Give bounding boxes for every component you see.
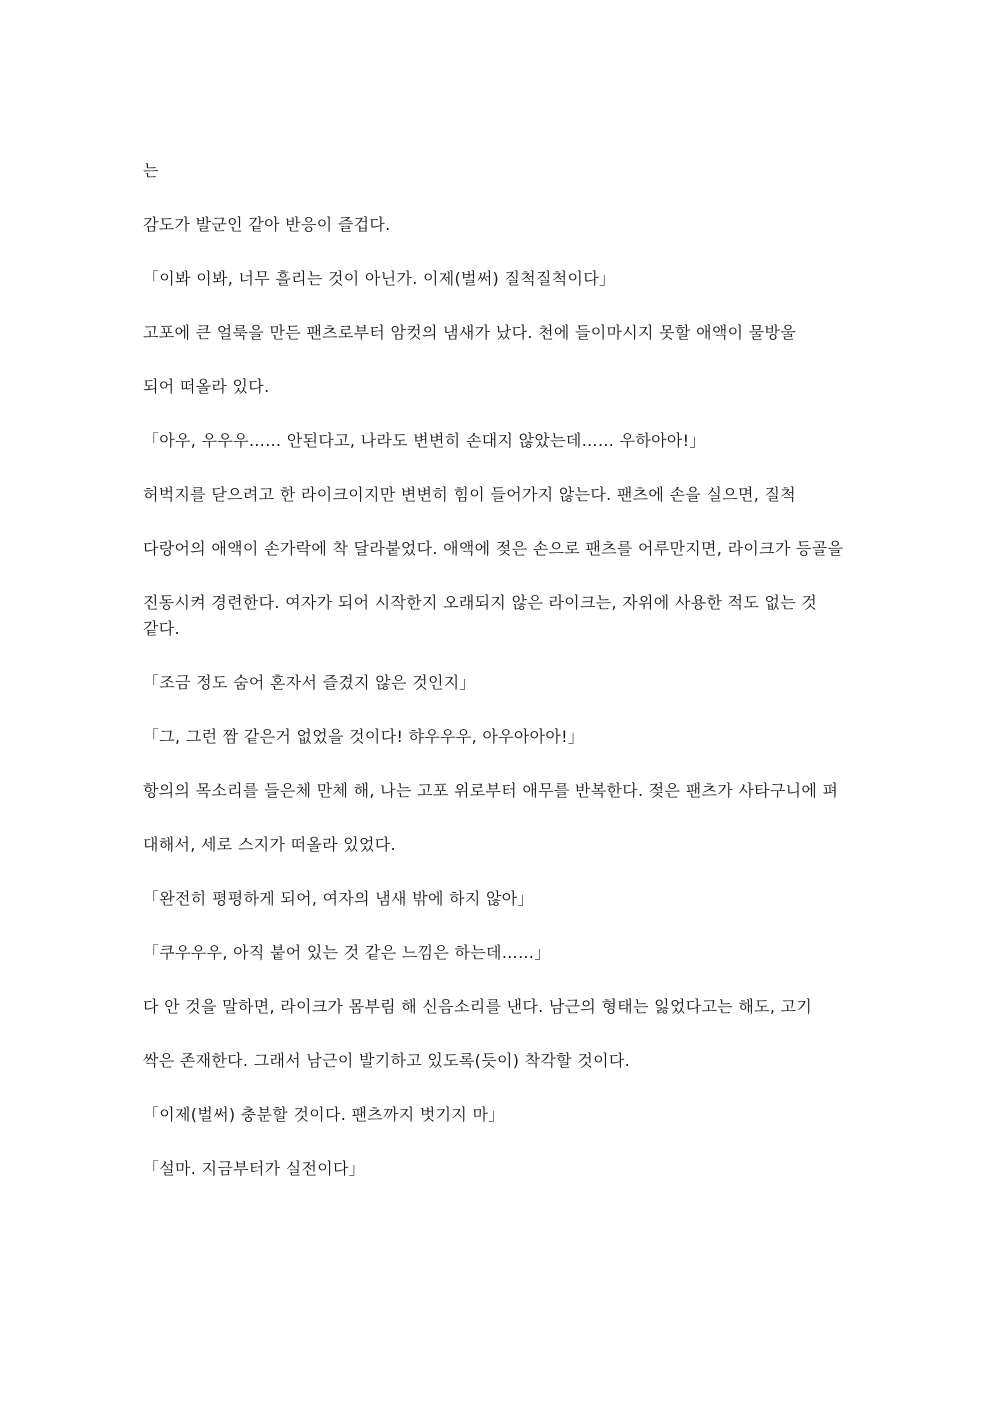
paragraph: 다랑어의 애액이 손가락에 착 달라붙었다. 애액에 젖은 손으로 팬츠를 어루만지면, 라이크가 등골을 xyxy=(143,539,844,558)
paragraph: 「완전히 평평하게 되어, 여자의 냄새 밖에 하지 않아」 xyxy=(143,889,534,908)
paragraph: 다 안 것을 말하면, 라이크가 몸부림 해 신음소리를 낸다. 남근의 형태는 잃었다고는 해도, 고기 xyxy=(143,997,813,1016)
paragraph: 「이봐 이봐, 너무 흘리는 것이 아닌가. 이제(벌써) 질척질척이다」 xyxy=(143,269,616,288)
paragraph: 「쿠우우우, 아직 붙어 있는 것 같은 느낌은 하는데……」 xyxy=(143,943,551,962)
paragraph: 허벅지를 닫으려고 한 라이크이지만 변변히 힘이 들어가지 않는다. 팬츠에 손을 실으면, 질척 xyxy=(143,485,796,504)
paragraph: 「그, 그런 짬 같은거 없었을 것이다! 햐우우우, 아우아아아!」 xyxy=(143,727,585,746)
paragraph: 는 xyxy=(143,161,159,180)
paragraph: 되어 떠올라 있다. xyxy=(143,377,270,396)
paragraph: 고포에 큰 얼룩을 만든 팬츠로부터 암컷의 냄새가 났다. 천에 들이마시지 못할 애액이 물방울 xyxy=(143,323,796,342)
paragraph: 항의의 목소리를 들은체 만체 해, 나는 고포 위로부터 애무를 반복한다. 젖은 팬츠가 사타구니에 펴 xyxy=(143,781,839,800)
paragraph: 감도가 발군인 같아 반응이 즐겁다. xyxy=(143,215,391,234)
paragraph: 대해서, 세로 스지가 떠올라 있었다. xyxy=(143,835,396,854)
paragraph: 「설마. 지금부터가 실전이다」 xyxy=(143,1159,366,1178)
paragraph: 「아우, 우우우…… 안된다고, 나라도 변변히 손대지 않았는데…… 우하아아!」 xyxy=(143,431,706,450)
paragraph: 「조금 정도 숨어 혼자서 즐겼지 않은 것인지」 xyxy=(143,673,476,692)
paragraph: 「이제(벌써) 충분할 것이다. 팬츠까지 벗기지 마」 xyxy=(143,1105,505,1124)
paragraph: 싹은 존재한다. 그래서 남근이 발기하고 있도록(듯이) 착각할 것이다. xyxy=(143,1051,630,1070)
paragraph: 진동시켜 경련한다. 여자가 되어 시작한지 오래되지 않은 라이크는, 자위에 사용한 적도 없는 것 같다. xyxy=(143,593,818,638)
body-text xyxy=(143,158,855,1210)
